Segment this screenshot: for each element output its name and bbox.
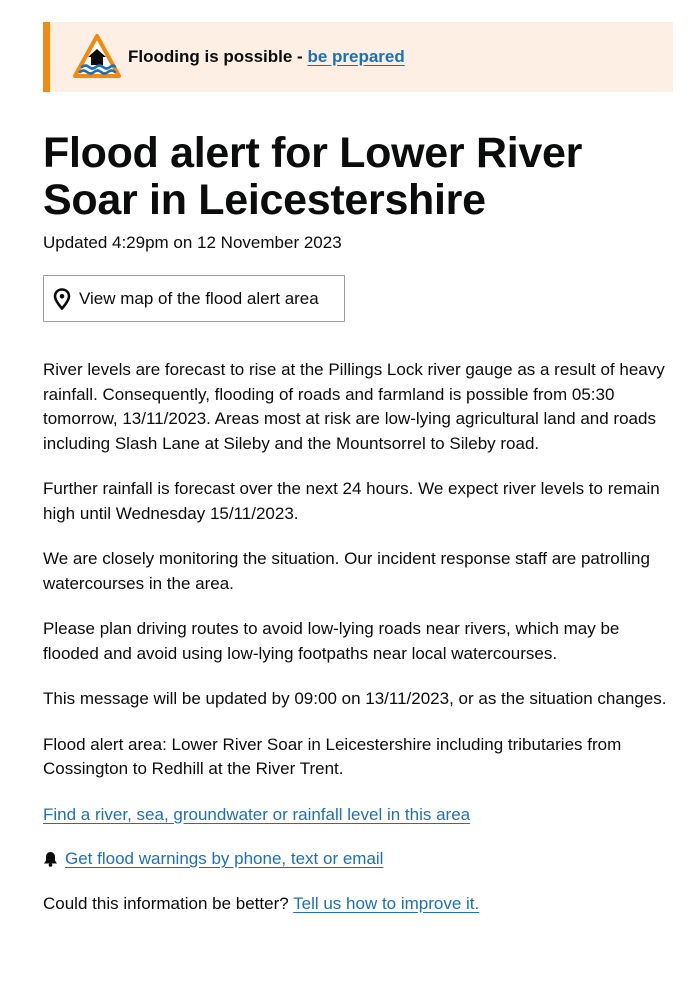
find-level-row (43, 803, 673, 828)
page (43, 22, 673, 913)
view-map-button[interactable] (43, 275, 345, 322)
feedback-row (43, 892, 673, 917)
message-paragraph: River levels are forecast to rise at the Pillings Lock river gauge as a result of heavy rainfall. Consequently, flooding of roads and farmland is possible from 05:30 tomorrow, 13/11/2023. Areas most at risk are low-lying agricultural land and roads including Slash Lane at Sileby and the Mountsorrel to Sileby road. (43, 360, 665, 453)
banner-status: Flooding is possible - (128, 47, 308, 66)
updated-timestamp: Updated 4:29pm on 12 November 2023 (43, 233, 342, 252)
message-paragraph: Flood alert area: Lower River Soar in Leicestershire including tributaries from Cossington to Redhill at the River Trent. (43, 734, 622, 778)
get-warnings-link[interactable]: Get flood warnings by phone, text or email (65, 849, 384, 868)
message-paragraph: This message will be updated by 09:00 on 13/11/2023, or as the situation changes. (43, 689, 667, 708)
flood-alert-warning-icon (72, 33, 122, 79)
banner-text (128, 47, 405, 67)
message-paragraph: Please plan driving routes to avoid low-lying roads near rivers, which may be flooded and avoid using low-lying footpaths near local watercourses. (43, 619, 620, 663)
flood-alert-banner (43, 22, 673, 92)
bell-icon (43, 851, 58, 867)
feedback-link[interactable]: Tell us how to improve it. (293, 893, 480, 913)
feedback-question: Could this information be better? (43, 893, 294, 913)
find-level-link[interactable]: Find a river, sea, groundwater or rainfall level in this area (43, 804, 471, 824)
map-pin-icon (53, 288, 71, 310)
page-title: Flood alert for Lower River Soar in Leicestershire (43, 129, 583, 224)
message-paragraph: We are closely monitoring the situation. Our incident response staff are patrolling watercourses in the area. (43, 549, 650, 593)
alert-message (43, 358, 673, 936)
message-paragraph: Further rainfall is forecast over the next 24 hours. We expect river levels to remain high until Wednesday 15/11/2023. (43, 479, 660, 523)
get-warnings-row (43, 847, 673, 872)
be-prepared-link[interactable]: be prepared (307, 47, 405, 66)
view-map-label: View map of the flood alert area (79, 288, 319, 308)
